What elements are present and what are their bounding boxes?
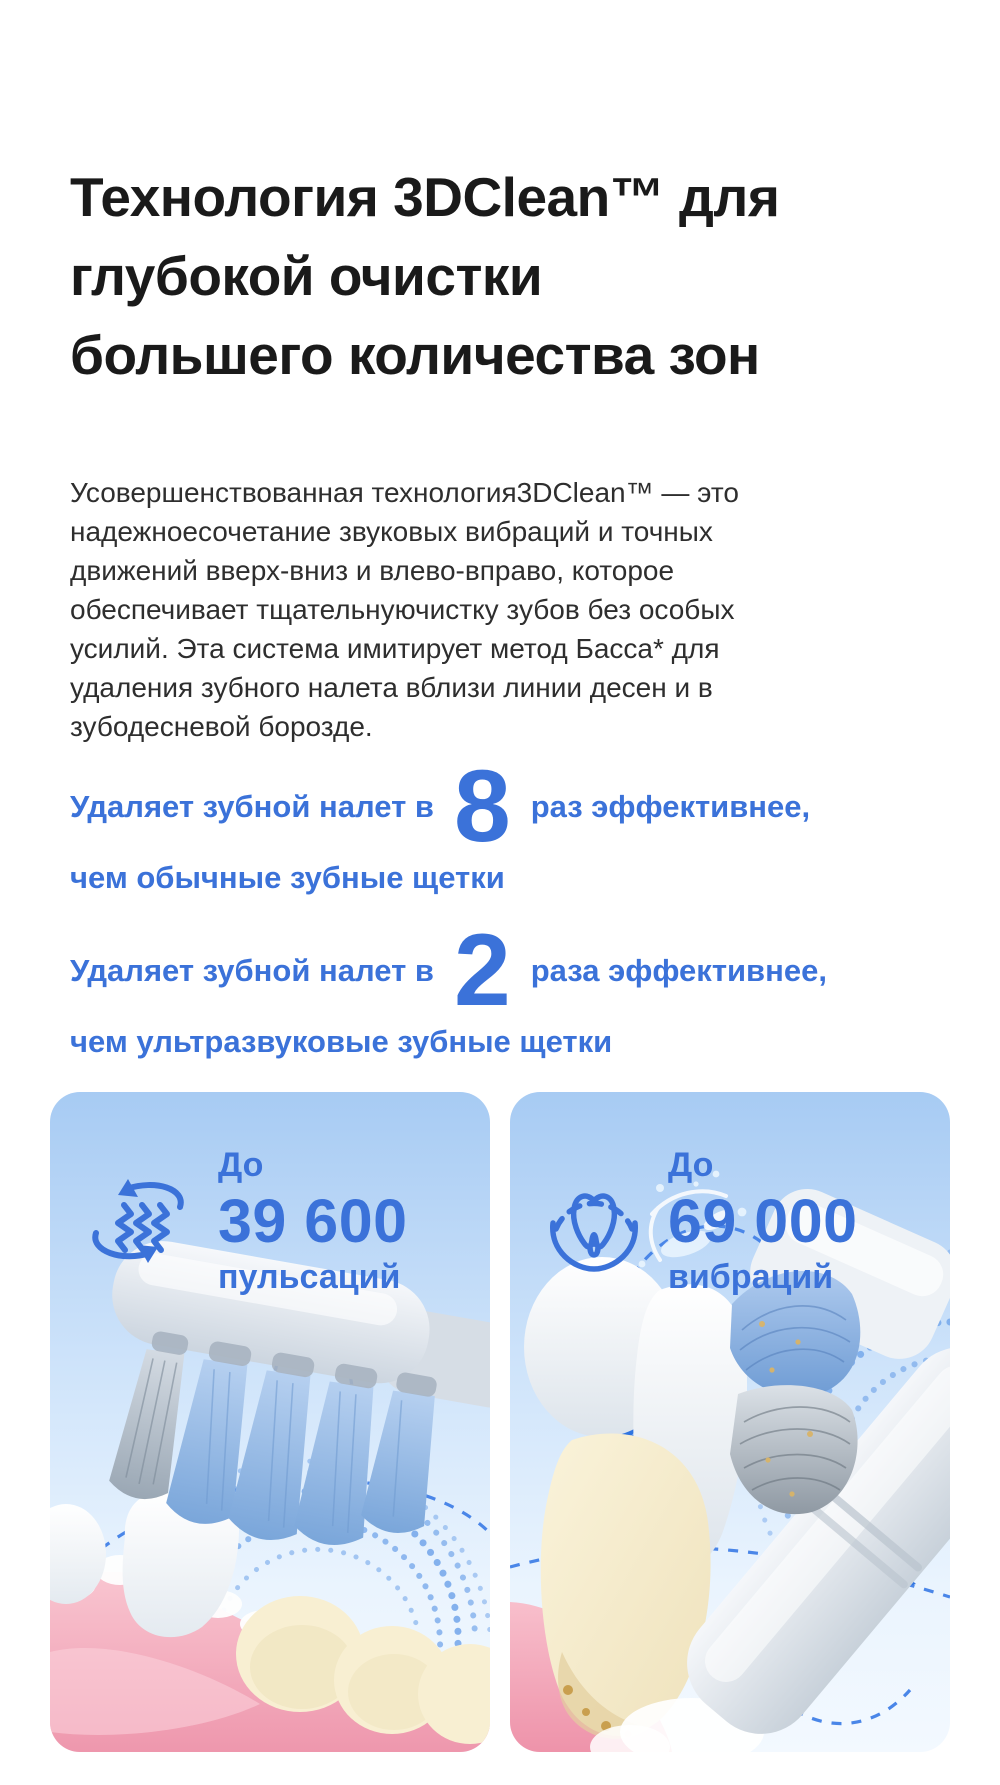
title-line-2: глубокой очистки <box>70 245 543 307</box>
stat-prefix: Удаляет зубной налет в <box>70 952 434 988</box>
vibrations-value: 69 000 <box>668 1187 858 1255</box>
stat-suffix: раза эффективнее, <box>530 952 827 988</box>
feature-cards <box>50 1092 950 1752</box>
stat-prefix: Удаляет зубной налет в <box>70 788 434 824</box>
stat-line-1 <box>70 912 1000 1027</box>
stat-8x-plaque-removal <box>70 749 1000 896</box>
stat-big-number: 8 <box>453 749 511 863</box>
stat-line-1 <box>70 749 1000 863</box>
vibrations-card-header <box>540 1144 936 1299</box>
vibrations-card <box>510 1092 950 1752</box>
pulsations-card-header <box>80 1144 476 1299</box>
stat-line-2: чем обычные зубные щетки <box>70 859 505 895</box>
pulsations-card <box>50 1092 490 1752</box>
vibrations-label: вибраций <box>668 1258 834 1297</box>
stat-line-2: чем ультразвуковые зубные щетки <box>70 1023 613 1059</box>
stat-suffix: раз эффективнее, <box>530 788 811 824</box>
intro-paragraph: Усовершенствованная технология3DClean™ — это надежноесочетание звуковых вибраций и точных движений вверх-вниз и влево-вправо, которое обеспечивает тщательнуючистку зубов без особых усилий. Эта система имитирует метод Басса* для удаления зубного налета вблизи линии десен и в зубодесневой борозде. <box>70 477 739 742</box>
bristle-fans <box>730 1271 860 1514</box>
card-pre-label: До <box>218 1145 264 1184</box>
card-pre-label: До <box>668 1145 714 1184</box>
page-title <box>0 0 1000 395</box>
stat-big-number: 2 <box>453 912 511 1027</box>
pulsations-value: 39 600 <box>218 1187 408 1255</box>
vibrations-card-text <box>668 1144 858 1299</box>
pulsations-card-text <box>218 1144 408 1299</box>
stat-2x-plaque-removal <box>70 912 1000 1060</box>
pulsation-waves-icon <box>80 1173 198 1269</box>
title-line-1: Технология 3DClean™ для <box>70 166 780 228</box>
pulsations-label: пульсаций <box>218 1258 401 1297</box>
tooth-in-circle-icon <box>540 1167 648 1275</box>
title-line-3: большего количества зон <box>70 324 760 386</box>
